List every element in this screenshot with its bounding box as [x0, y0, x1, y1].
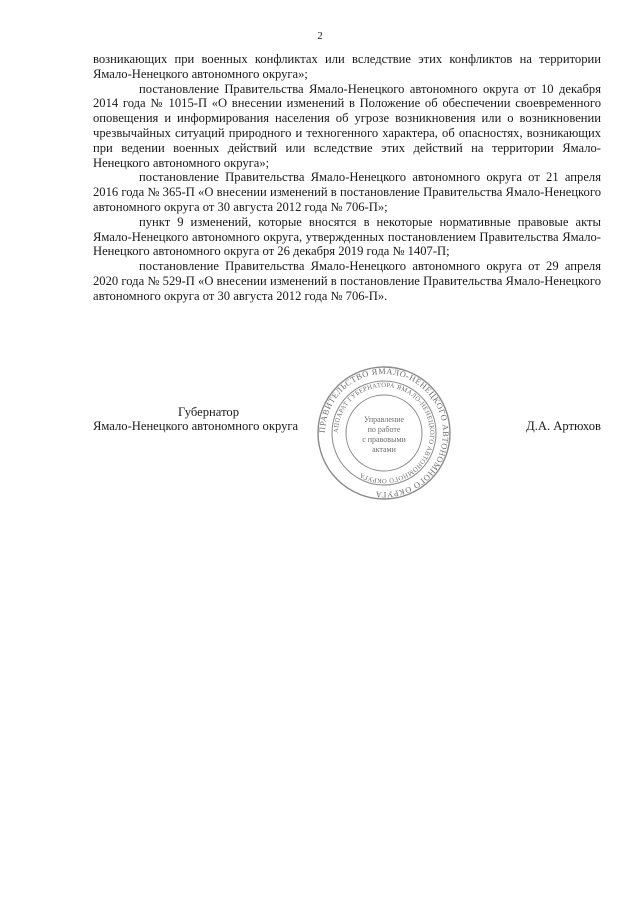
seal-center-line-3: с правовыми — [362, 435, 406, 444]
document-body — [93, 52, 601, 304]
paragraph-resolution-365: постановление Правительства Ямало-Ненецкого автономного округа от 21 апреля 2016 года № 365-П «О внесении изменений в постановление Правительства Ямало-Ненецкого автономного округа от 30 августа 2012 года № 706-П»; — [93, 170, 601, 214]
signatory-title: Губернатор — [178, 405, 239, 419]
signatory-organization: Ямало-Ненецкого автономного округа — [93, 419, 299, 433]
paragraph-continuation: возникающих при военных конфликтах или вследствие этих конфликтов на территории Ямало-Ненецкого автономного округа»; — [93, 52, 601, 81]
paragraph-resolution-1015: постановление Правительства Ямало-Ненецкого автономного округа от 10 декабря 2014 года № 1015-П «О внесении изменений в Положение об обеспечении своевременного оповещения и информирования населения об угрозе возникновения или о возникновении чрезвычайных ситуаций природного и техногенного характера, об опасностях, возникающих при ведении военных действий или вследствие этих действий на территории Ямало-Ненецкого автономного округа»; — [93, 81, 601, 170]
seal-outer-text: ПРАВИТЕЛЬСТВО ЯМАЛО-НЕНЕЦКОГО АВТОНОМНОГО ОКРУГА — [317, 366, 451, 500]
paragraph-resolution-529: постановление Правительства Ямало-Ненецкого автономного округа от 29 апреля 2020 года № 529-П «О внесении изменений в постановление Правительства Ямало-Ненецкого автономного округа от 30 августа 2012 года № 706-П». — [93, 259, 601, 303]
seal-center-line-1: Управление — [363, 415, 405, 424]
signatory-name: Д.А. Артюхов — [526, 419, 601, 433]
seal-center-line-4: актами — [372, 445, 396, 454]
official-seal — [317, 366, 451, 500]
seal-center-line-2: по работе — [367, 425, 401, 434]
page-number: 2 — [317, 30, 323, 42]
paragraph-item-9: пункт 9 изменений, которые вносятся в некоторые нормативные правовые акты Ямало-Ненецкого автономного округа, утвержденных постановлением Правительства Ямало-Ненецкого автономного округа от 26 декабря 2019 года № 1407-П; — [93, 214, 601, 259]
seal-inner-text: АППАРАТ ГУБЕРНАТОРА ЯМАЛО-НЕНЕЦКОГО АВТОНОМНОГО ОКРУГА — [332, 381, 436, 485]
